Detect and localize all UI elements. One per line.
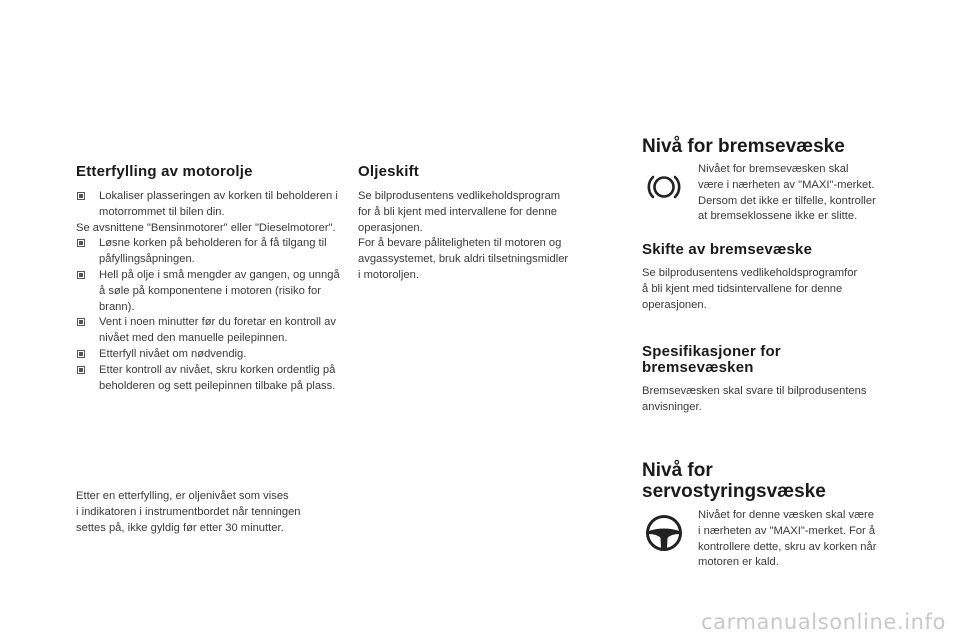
brake-fluid-spec-section <box>642 344 922 416</box>
section-title-power-steering <box>642 460 922 502</box>
item-text: Se avsnittene "Bensinmotorer" eller "Dieselmotorer". <box>76 221 336 234</box>
bullet-item <box>76 189 346 221</box>
text-line: Nivået for bremsevæsken skal <box>698 163 849 175</box>
bullet-item <box>76 363 346 395</box>
note-line: Etter en etterfylling, er oljenivået som vises <box>76 490 289 502</box>
brake-warning-icon <box>645 172 683 202</box>
watermark-text: carmanualsonline.info <box>701 610 946 634</box>
section-title-brake-fluid: Nivå for bremsevæske <box>642 136 845 157</box>
item-text: Etterfyll nivået om nødvendig. <box>99 347 247 360</box>
brake-fluid-change-section <box>642 241 922 313</box>
text-line: Dersom det ikke er tilfelle, kontroller <box>698 194 876 207</box>
oil-change-text <box>358 189 618 284</box>
text-line: operasjonen. <box>358 221 423 234</box>
bullet-item <box>76 268 346 315</box>
text-line: For å bevare påliteligheten til motoren og <box>358 237 562 250</box>
engine-oil-note <box>76 489 346 536</box>
power-steering-text <box>698 508 928 571</box>
oil-change-section <box>358 163 618 284</box>
section-title-brake-fluid-spec <box>642 344 922 376</box>
section-title-brake-fluid-change: Skifte av bremsevæske <box>642 241 813 258</box>
bullet-item <box>76 347 346 363</box>
title-line: Spesifikasjoner for <box>642 343 781 360</box>
item-text: Etter kontroll av nivået, skru korken ordentlig på beholderen og sett peilepinnen tilbake på plass. <box>99 363 336 392</box>
checkbox-bullet-icon <box>77 318 85 326</box>
text-line: Se bilprodusentens vedlikeholdsprogram <box>358 190 561 202</box>
bullet-item <box>76 236 346 268</box>
checkbox-bullet-icon <box>77 366 85 374</box>
item-text: Hell på olje i små mengder av gangen, og unngå å søle på komponentene i motoren (risiko for brann). <box>99 268 340 313</box>
steering-wheel-icon <box>644 513 684 553</box>
text-line: i motoroljen. <box>358 268 419 281</box>
item-text: Vent i noen minutter før du foretar en kontroll av nivået med den manuelle peilepinnen. <box>99 316 336 345</box>
title-line: Nivå for <box>642 460 713 481</box>
item-text: Løsne korken på beholderen for å få tilgang til påfyllingsåpningen. <box>99 237 327 266</box>
text-line: Bremsevæsken skal svare til bilprodusentens <box>642 385 867 397</box>
text-line: at bremseklossene ikke er slitte. <box>698 210 858 223</box>
checkbox-bullet-icon <box>77 192 85 200</box>
section-title-oil-change: Oljeskift <box>358 163 419 180</box>
item-text: Lokaliser plasseringen av korken til beholderen i motorrommet til bilen din. <box>99 190 338 218</box>
text-line: kontrollere dette, skru av korken når <box>698 540 877 553</box>
bullet-item <box>76 315 346 347</box>
text-line: anvisninger. <box>642 400 702 413</box>
text-line: motoren er kald. <box>698 556 779 569</box>
checkbox-bullet-icon <box>77 271 85 279</box>
text-line: være i nærheten av "MAXI"-merket. <box>698 178 875 191</box>
text-line: Nivået for denne væsken skal være <box>698 509 874 521</box>
section-title-engine-oil: Etterfylling av motorolje <box>76 163 253 180</box>
text-line: for å bli kjent med intervallene for denne <box>358 205 558 218</box>
text-line: avgassystemet, bruk aldri tilsetningsmidler <box>358 253 569 266</box>
title-line: bremsevæsken <box>642 359 754 376</box>
engine-oil-section <box>76 163 346 394</box>
engine-oil-steps <box>76 189 346 394</box>
text-line: Se bilprodusentens vedlikeholdsprogramfor <box>642 267 858 279</box>
text-line: i nærheten av "MAXI"-merket. For å <box>698 524 876 537</box>
brake-fluid-text <box>698 162 928 225</box>
checkbox-bullet-icon <box>77 239 85 247</box>
title-line: servostyringsvæske <box>642 481 826 502</box>
note-line: settes på, ikke gyldig før etter 30 minutter. <box>76 521 284 534</box>
brake-fluid-spec-text <box>642 384 922 416</box>
text-line: operasjonen. <box>642 298 707 311</box>
text-line: å bli kjent med tidsintervallene for denne <box>642 282 843 295</box>
brake-fluid-change-text <box>642 266 922 313</box>
checkbox-bullet-icon <box>77 350 85 358</box>
text-item <box>76 221 346 237</box>
note-line: i indikatoren i instrumentbordet når tenningen <box>76 505 301 518</box>
